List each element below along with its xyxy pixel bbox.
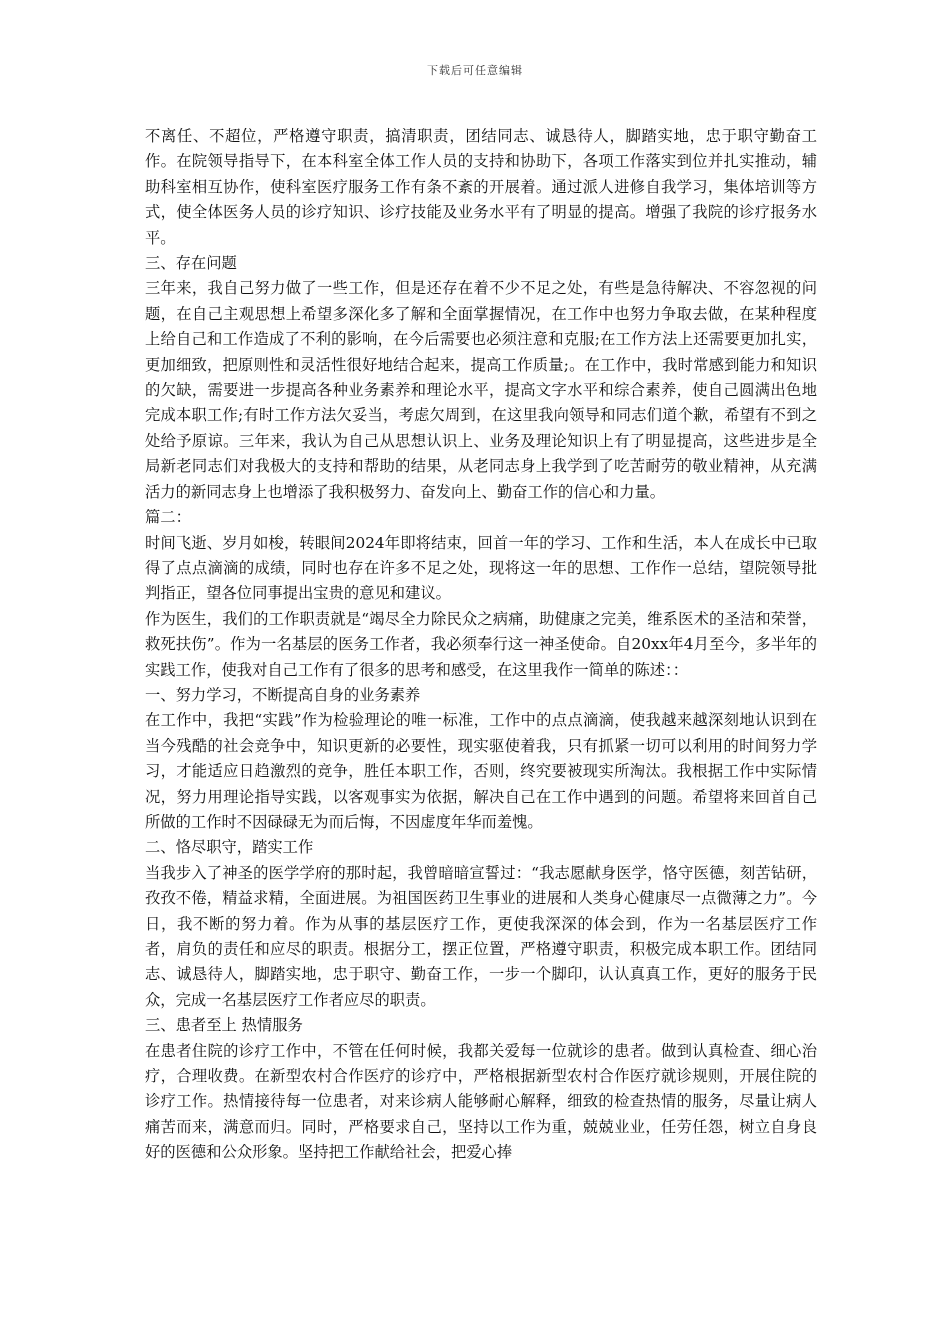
- paragraph-study: 在工作中，我把“实践”作为检验理论的唯一标准，工作中的点点滴滴，使我越来越深刻地认识到在当今残酷的社会竞争中，知识更新的必要性，现实驱使着我，只有抓紧一切可以利用的时间努力学习，才能适应日趋激烈的竞争，胜任本职工作，否则，终究要被现实所淘汰。我根据工作中实际情况，努力用理论指导实践，以客观事实为依据，解决自己在工作中遇到的问题。希望将来回首自己所做的工作时不因碌碌无为而后悔，不因虚度年华而羞愧。: [145, 711, 817, 831]
- paragraph-problems: 三年来，我自己努力做了一些工作，但是还存在着不少不足之处，有些是急待解决、不容忽视的问题，在自己主观思想上希望多深化多了解和全面掌握情况，在工作中也努力争取去做，在某种程度上给自己和工作造成了不利的影响，在今后需要也必须注意和克服;在工作方法上还需要更加扎实，更加细致，把原则性和灵活性很好地结合起来，提高工作质量;。在工作中，我时常感到能力和知识的欠缺，需要进一步提高各种业务素养和理论水平，提高文字水平和综合素养，使自己圆满出色地完成本职工作;有时工作方法欠妥当，考虑欠周到，在这里我向领导和同志们道个歉，希望有不到之处给予原谅。三年来，我认为自己从思想认识上、业务及理论知识上有了明显提高，这些进步是全局新老同志们对我极大的支持和帮助的结果，从老同志身上我学到了吃苦耐劳的敬业精神，从充满活力的新同志身上也增添了我积极努力、奋发向上、勤奋工作的信心和力量。: [145, 279, 817, 501]
- document-body: [145, 124, 817, 1166]
- paragraph-duty: 不离任、不超位，严格遵守职责，搞清职责，团结同志、诚恳待人，脚踏实地，忠于职守勤奋工作。在院领导指导下，在本科室全体工作人员的支持和协助下，各项工作落实到位并扎实推动，辅助科室相互协作，使科室医疗服务工作有条不紊的开展着。通过派人进修自我学习，集体培训等方式，使全体医务人员的诊疗知识、诊疗技能及业务水平有了明显的提高。增强了我院的诊疗报务水平。: [145, 127, 817, 247]
- part-two-heading: 篇二：: [145, 508, 191, 527]
- section-heading-study: 一、努力学习，不断提高自身的业务素养: [145, 685, 421, 704]
- paragraph-patients: 在患者住院的诊疗工作中，不管在任何时候，我都关爱每一位就诊的患者。做到认真检查、细心治疗，合理收费。在新型农村合作医疗的诊疗中，严格根据新型农村合作医疗就诊规则，开展住院的诊疗工作。热情接待每一位患者，对来诊病人能够耐心解释，细致的检查热情的服务，尽量让病人痛苦而来，满意而归。同时，严格要求自己，坚持以工作为重，兢兢业业，任劳任怨，树立自身良好的医德和公众形象。坚持把工作献给社会，把爱心捧: [145, 1041, 817, 1162]
- paragraph-intro: 时间飞逝、岁月如梭，转眼间2024年即将结束，回首一年的学习、工作和生活，本人在成长中已取得了点点滴滴的成绩，同时也存在许多不足之处，现将这一年的思想、工作作一总结，望院领导批判指正，望各位同事提出宝贵的意见和建议。: [145, 533, 817, 603]
- page-header: 下载后可任意编辑: [427, 64, 523, 77]
- paragraph-doctor-duty: 作为医生，我们的工作职责就是“竭尽全力除民众之病痛，助健康之完美，维系医术的圣洁和荣誉，救死扶伤”。作为一名基层的医务工作者，我必须奉行这一神圣使命。自20xx年4月至今，多半年的实践工作，使我对自己工作有了很多的思考和感受，在这里我作一简单的陈述：：: [145, 609, 817, 679]
- section-heading-diligence: 二、恪尽职守，踏实工作: [145, 838, 314, 857]
- section-heading-problems: 三、存在问题: [145, 254, 237, 273]
- paragraph-diligence: 当我步入了神圣的医学学府的那时起，我曾暗暗宣誓过：“我志愿献身医学，恪守医德，刻苦钻研，孜孜不倦，精益求精，全面进展。为祖国医药卫生事业的进展和人类身心健康尽一点微薄之力”。今日，我不断的努力着。作为从事的基层医疗工作，更使我深深的体会到，作为一名基层医疗工作者，肩负的责任和应尽的职责。根据分工，摆正位置，严格遵守职责，积极完成本职工作。团结同志、诚恳待人，脚踏实地，忠于职守、勤奋工作，一步一个脚印，认认真真工作，更好的服务于民众，完成一名基层医疗工作者应尽的职责。: [145, 863, 817, 1009]
- section-heading-patients: 三、患者至上 热情服务: [145, 1016, 303, 1035]
